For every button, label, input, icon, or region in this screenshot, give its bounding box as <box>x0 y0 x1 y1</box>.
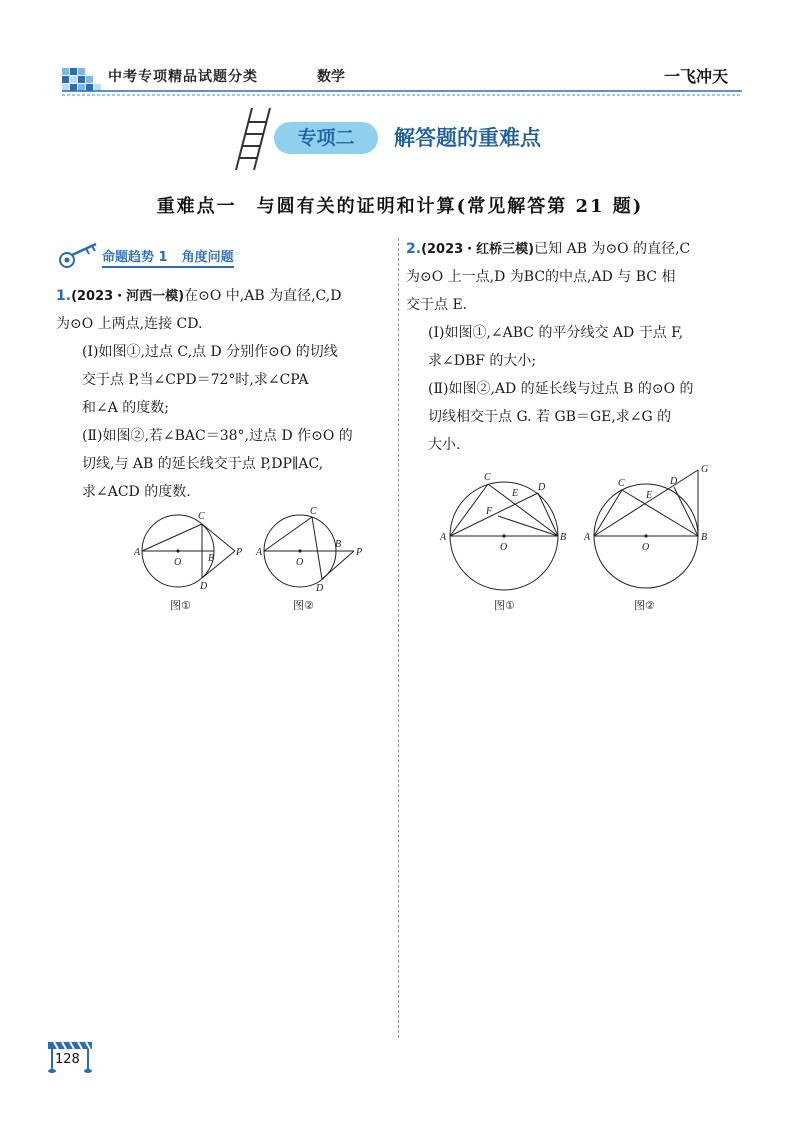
point-label: B <box>701 532 708 543</box>
point-label: O <box>642 542 650 553</box>
figure-caption: 图① <box>170 599 191 612</box>
question-line: (Ⅰ)如图①,∠ABC 的平分线交 AD 于点 F, <box>428 325 684 341</box>
trend-label <box>102 246 234 268</box>
trend-topic: 角度问题 <box>181 250 234 265</box>
point-label: A <box>584 532 591 543</box>
point-label: E <box>646 490 653 501</box>
point-label: A <box>134 547 141 558</box>
figure-caption: 图② <box>293 599 314 612</box>
question-line: 切线,与 AB 的延长线交于点 P,DP∥AC, <box>82 456 324 472</box>
question-line: 求∠DBF 的大小; <box>428 353 537 369</box>
series-title: 中考专项精品试题分类 <box>108 69 258 85</box>
point-label: D <box>670 476 678 487</box>
point-label: C <box>310 506 317 517</box>
point-label: F <box>486 506 493 517</box>
question-1 <box>56 282 392 506</box>
section-title: 重难点一 与圆有关的证明和计算(常见解答第 21 题) <box>156 196 644 217</box>
point-label: P <box>236 547 243 558</box>
point-label: A <box>440 532 447 543</box>
figure-caption: 图① <box>494 599 515 612</box>
question-line: 已知 AB 为⊙O 的直径,C <box>534 241 691 257</box>
question-line: 和∠A 的度数; <box>82 400 170 416</box>
question-number: 2. <box>406 241 422 257</box>
point-label: D <box>200 581 208 592</box>
point-label: C <box>618 478 625 489</box>
question-line: (Ⅱ)如图②,AD 的延长线与过点 B 的⊙O 的 <box>428 381 694 397</box>
question-line: 大小. <box>428 437 461 453</box>
point-label: B <box>560 532 567 543</box>
point-label: P <box>356 547 363 558</box>
trend-number: 命题趋势 1 <box>102 250 168 265</box>
q2-figure-1 <box>434 466 574 598</box>
question-line: 交于点 P,当∠CPD＝72°时,求∠CPA <box>82 372 309 388</box>
question-line: 交于点 E. <box>406 297 468 313</box>
subject-label: 数学 <box>317 69 345 85</box>
point-label: O <box>174 557 182 568</box>
point-label: E <box>512 488 519 499</box>
question-line: (Ⅰ)如图①,过点 C,点 D 分别作⊙O 的切线 <box>82 344 338 360</box>
question-line: (Ⅱ)如图②,若∠BAC＝38°,过点 D 作⊙O 的 <box>82 428 353 444</box>
q1-figure-2 <box>252 505 372 597</box>
special-title: 解答题的重难点 <box>394 126 541 150</box>
point-label: D <box>316 583 324 594</box>
question-2 <box>406 235 756 459</box>
q1-figure-1 <box>130 505 255 597</box>
question-line: 求∠ACD 的度数. <box>82 484 191 500</box>
question-line: 为⊙O 上一点,D 为BC的中点,AD 与 BC 相 <box>406 269 676 285</box>
point-label: A <box>256 547 263 558</box>
point-label: O <box>500 542 508 553</box>
point-label: O <box>296 557 304 568</box>
question-line: 为⊙O 上两点,连接 CD. <box>56 316 203 332</box>
question-line: 切线相交于点 G. 若 GB＝GE,求∠G 的 <box>428 409 672 425</box>
question-number: 1. <box>56 288 72 304</box>
point-label: C <box>198 511 205 522</box>
column-divider <box>398 238 399 1038</box>
point-label: B <box>335 539 342 550</box>
header-divider <box>62 88 742 98</box>
question-line: 在⊙O 中,AB 为直径,C,D <box>184 288 342 304</box>
special-tag: 专项二 <box>274 122 378 154</box>
question-source: (2023・河西一模) <box>71 289 185 304</box>
point-label: D <box>538 482 546 493</box>
point-label: G <box>701 464 709 475</box>
page-number: 128 <box>55 1052 80 1067</box>
point-label: B <box>208 553 215 564</box>
brand-logo: 一飞冲天 <box>664 67 729 86</box>
key-icon <box>56 240 104 270</box>
figure-caption: 图② <box>634 599 655 612</box>
point-label: C <box>484 472 491 483</box>
q2-figure-2 <box>580 462 720 598</box>
question-source: (2023・红桥三模) <box>421 242 535 257</box>
